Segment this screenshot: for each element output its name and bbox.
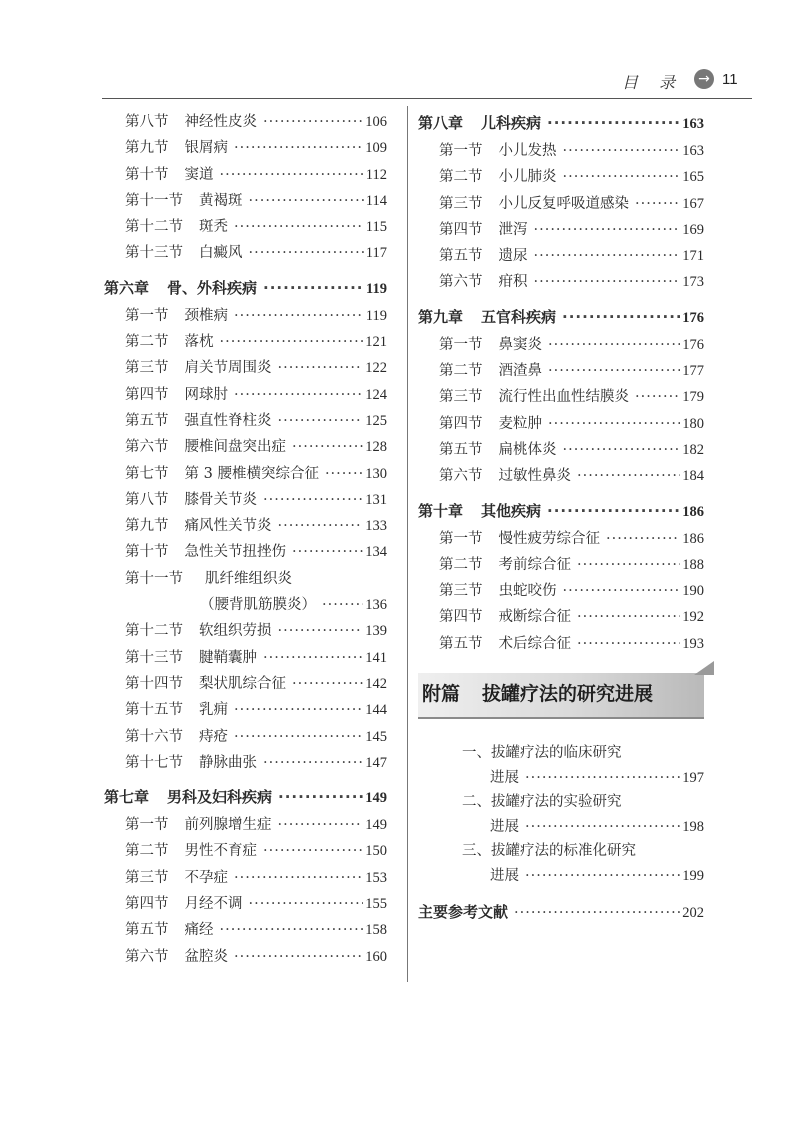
toc-entry xyxy=(418,164,704,190)
section-title: 小儿发热 xyxy=(498,143,557,159)
section-page: 150 xyxy=(365,843,387,860)
toc-entry xyxy=(104,513,387,539)
dot-leader xyxy=(263,274,364,303)
header-page-number: 11 xyxy=(722,71,738,88)
section-page: 158 xyxy=(365,922,387,939)
appendix-item-entry xyxy=(418,766,704,791)
section-number: 第一节 xyxy=(125,307,169,324)
toc-entry xyxy=(104,812,387,838)
section-number: 第十四节 xyxy=(125,675,183,692)
section-page: 176 xyxy=(682,336,704,353)
appendix-item-cont: 进展 xyxy=(490,867,519,884)
dot-leader xyxy=(577,631,680,657)
section-title: 痔疮 xyxy=(199,728,228,745)
section-number: 第二节 xyxy=(125,843,169,860)
chapter-heading xyxy=(418,303,704,332)
section-title: 静脉曲张 xyxy=(199,754,257,771)
chapter-page: 149 xyxy=(365,790,387,807)
toc-entry xyxy=(104,303,387,329)
dot-leader xyxy=(220,162,364,188)
appendix-item-entry xyxy=(418,864,704,889)
dot-leader xyxy=(292,671,363,697)
section-number: 第四节 xyxy=(439,415,483,432)
section-number: 第一节 xyxy=(125,817,169,834)
section-number: 第五节 xyxy=(125,412,169,429)
section-number: 第三节 xyxy=(125,360,169,377)
toc-entry xyxy=(418,384,704,410)
section-page: 167 xyxy=(682,195,704,212)
toc-entry xyxy=(104,329,387,355)
section-title: 窦道 xyxy=(184,166,214,183)
dot-leader xyxy=(278,618,364,644)
section-page: 145 xyxy=(365,728,387,745)
dot-leader xyxy=(263,487,363,513)
toc-entry xyxy=(104,240,387,266)
appendix-item-page: 197 xyxy=(682,769,704,786)
section-number: 第五节 xyxy=(439,635,483,652)
toc-entry xyxy=(418,332,704,358)
section-title: 神经性皮炎 xyxy=(184,114,257,130)
section-title: 黄褐斑 xyxy=(199,192,243,209)
section-number: 第一节 xyxy=(439,143,483,159)
chapter-sections xyxy=(104,618,387,776)
section-page: 182 xyxy=(682,441,704,458)
section-page: 122 xyxy=(365,360,387,377)
section-number: 第十五节 xyxy=(125,702,183,719)
section-number: 第三节 xyxy=(439,583,483,600)
section-page: 141 xyxy=(365,649,387,666)
chapter-title: 儿科疾病 xyxy=(481,114,542,132)
toc-entry xyxy=(104,539,387,565)
toc-entry xyxy=(104,355,387,381)
section-number: 第八节 xyxy=(125,491,169,508)
dot-leader xyxy=(547,109,680,138)
references-title: 主要参考文献 xyxy=(418,903,509,922)
appendix-items xyxy=(418,741,704,888)
toc-entry xyxy=(104,135,387,161)
dot-leader xyxy=(234,214,364,240)
section-page: 149 xyxy=(365,817,387,834)
dot-leader xyxy=(278,513,364,539)
appendix-banner xyxy=(418,673,704,719)
chapter-page: 119 xyxy=(366,280,387,297)
section-number: 第四节 xyxy=(439,221,483,238)
section-page: 171 xyxy=(682,248,704,265)
appendix-title: 拔罐疗法的研究进展 xyxy=(482,683,654,706)
dot-leader xyxy=(278,812,364,838)
section-title: 腰椎间盘突出症 xyxy=(184,439,286,456)
appendix-label: 附篇 xyxy=(422,683,461,706)
toc-entry xyxy=(418,578,704,604)
section-number: 第三节 xyxy=(439,195,483,212)
dot-leader xyxy=(548,411,680,437)
section-title: 网球肘 xyxy=(184,386,228,403)
section-page: 136 xyxy=(365,597,387,614)
section-number: 第二节 xyxy=(439,169,483,186)
section-title: 颈椎病 xyxy=(184,307,228,324)
dot-leader xyxy=(234,944,363,970)
section-page: 186 xyxy=(682,530,704,547)
chapter-heading xyxy=(418,497,704,526)
section-title: 过敏性鼻炎 xyxy=(498,468,571,485)
dot-leader xyxy=(263,645,363,671)
section-title: 腱鞘囊肿 xyxy=(199,649,257,666)
section-number: 第一节 xyxy=(439,336,483,353)
chapter-sections xyxy=(418,138,704,296)
chapter-title: 其他疾病 xyxy=(481,501,542,520)
section-title: 不孕症 xyxy=(184,869,228,886)
chapter-heading xyxy=(104,274,387,303)
section-title: 盆腔炎 xyxy=(184,948,228,965)
section-page: 193 xyxy=(682,635,704,652)
dot-leader xyxy=(234,697,363,723)
section-number: 第六节 xyxy=(125,439,169,456)
chapter-heading xyxy=(104,783,387,812)
section-title: 泄泻 xyxy=(498,221,528,238)
section-page: 119 xyxy=(365,307,387,324)
section-page: 114 xyxy=(365,192,387,209)
section-title: 膝骨关节炎 xyxy=(184,491,257,508)
chapter-title: 骨、外科疾病 xyxy=(167,278,258,297)
section-title: 酒渣鼻 xyxy=(498,363,542,380)
section-number: 第十一节 xyxy=(125,570,183,587)
toc-entry xyxy=(104,618,387,644)
section-number: 第十一节 xyxy=(125,192,183,209)
section-page: 144 xyxy=(365,702,387,719)
section-title: 遗尿 xyxy=(498,248,528,265)
section-number: 第二节 xyxy=(439,556,483,573)
toc-entry-wrapped-cont xyxy=(104,592,387,618)
dot-leader xyxy=(577,604,680,630)
toc-entry xyxy=(104,408,387,434)
dot-leader xyxy=(635,191,680,217)
dot-leader xyxy=(534,269,681,295)
toc-entry xyxy=(418,631,704,657)
dot-leader xyxy=(278,355,364,381)
section-page: 147 xyxy=(365,754,387,771)
section-page: 121 xyxy=(365,334,387,351)
section-title: 落枕 xyxy=(184,334,214,351)
section-page: 155 xyxy=(365,896,387,913)
section-number: 第六节 xyxy=(125,948,169,965)
dot-leader xyxy=(249,891,364,917)
section-number: 第二节 xyxy=(439,363,483,380)
section-title: 慢性疲劳综合征 xyxy=(498,530,600,547)
dot-leader xyxy=(322,592,363,618)
chapter-sections xyxy=(104,812,387,970)
chapter-sections xyxy=(418,332,704,490)
section-number: 第四节 xyxy=(439,609,483,626)
section-page: 133 xyxy=(365,518,387,535)
toc-entry xyxy=(104,724,387,750)
section-title: 肩关节周围炎 xyxy=(184,360,272,377)
section-number: 第九节 xyxy=(125,518,169,535)
section-number: 第五节 xyxy=(439,441,483,458)
dot-leader xyxy=(292,434,363,460)
section-title: 痛风性关节炎 xyxy=(184,518,272,535)
chapter-page: 186 xyxy=(682,503,704,520)
dot-leader xyxy=(292,539,363,565)
dot-leader xyxy=(525,815,680,840)
dot-leader xyxy=(525,766,680,791)
toc-entry xyxy=(104,188,387,214)
section-page: 128 xyxy=(365,439,387,456)
running-header xyxy=(0,66,800,100)
dot-leader xyxy=(548,332,680,358)
toc-entry xyxy=(418,526,704,552)
section-title: 小儿肺炎 xyxy=(498,169,557,186)
section-page: 184 xyxy=(682,468,704,485)
section-page: 117 xyxy=(365,245,387,262)
section-page: 134 xyxy=(365,544,387,561)
section-number: 第十三节 xyxy=(125,245,183,262)
section-number: 第八节 xyxy=(125,114,169,130)
section-page: 173 xyxy=(682,274,704,291)
toc-entry xyxy=(418,552,704,578)
dot-leader xyxy=(548,358,680,384)
dot-leader xyxy=(547,497,680,526)
section-number: 第六节 xyxy=(439,274,483,291)
dot-leader xyxy=(220,329,364,355)
section-page: 142 xyxy=(365,675,387,692)
chapter-number: 第七章 xyxy=(104,788,150,807)
dot-leader xyxy=(325,461,363,487)
section-title: 流行性出血性结膜炎 xyxy=(498,389,629,406)
section-number: 第五节 xyxy=(439,248,483,265)
section-page: 115 xyxy=(365,219,387,236)
chapter-heading xyxy=(418,109,704,138)
section-title: 考前综合征 xyxy=(498,556,571,573)
section-page: 106 xyxy=(365,114,387,130)
chapter-title: 五官科疾病 xyxy=(481,307,557,326)
toc-entry xyxy=(104,891,387,917)
toc-entry xyxy=(104,697,387,723)
section-number: 第十六节 xyxy=(125,728,183,745)
section-number: 第十三节 xyxy=(125,649,183,666)
toc-entry xyxy=(418,437,704,463)
left-column xyxy=(104,109,387,970)
section-page: 177 xyxy=(682,363,704,380)
section-title: 银屑病 xyxy=(184,140,228,157)
chapter-title: 男科及妇科疾病 xyxy=(167,788,273,807)
appendix-item-cont: 进展 xyxy=(490,818,519,835)
section-number: 第四节 xyxy=(125,386,169,403)
toc-entry xyxy=(104,382,387,408)
section-page: 109 xyxy=(365,140,387,157)
dot-leader xyxy=(514,900,680,926)
appendix-item-title: 一、拔罐疗法的临床研究 xyxy=(462,745,622,762)
section-number: 第四节 xyxy=(125,896,169,913)
dot-leader xyxy=(234,135,363,161)
toc-entry xyxy=(418,217,704,243)
header-title: 目 录 xyxy=(622,73,684,92)
arrow-right-icon: → xyxy=(694,69,714,89)
section-number: 第六节 xyxy=(439,468,483,485)
dot-leader xyxy=(562,303,680,332)
dot-leader xyxy=(249,240,364,266)
toc-entry xyxy=(104,750,387,776)
section-number: 第十节 xyxy=(125,544,169,561)
toc-entry xyxy=(418,138,704,164)
dot-leader xyxy=(563,164,681,190)
section-title: 前列腺增生症 xyxy=(184,817,272,834)
dot-leader xyxy=(234,724,363,750)
toc-entry xyxy=(104,671,387,697)
appendix-item-page: 199 xyxy=(682,867,704,884)
references-entry xyxy=(418,899,704,925)
dot-leader xyxy=(263,109,363,135)
section-title: 斑秃 xyxy=(199,219,228,236)
dot-leader xyxy=(635,384,680,410)
appendix-item-cont: 进展 xyxy=(490,769,519,786)
section-number: 第十七节 xyxy=(125,754,183,771)
toc-entry xyxy=(104,162,387,188)
section-number: 第三节 xyxy=(439,389,483,406)
dot-leader xyxy=(534,243,681,269)
section-number: 第一节 xyxy=(439,530,483,547)
appendix-item-page: 198 xyxy=(682,818,704,835)
section-page: 153 xyxy=(365,869,387,886)
section-title: 麦粒肿 xyxy=(498,415,542,432)
section-page: 139 xyxy=(365,623,387,640)
section-title: 小儿反复呼吸道感染 xyxy=(498,195,629,212)
dot-leader xyxy=(249,188,364,214)
section-number: 第十节 xyxy=(125,166,169,183)
toc-entry xyxy=(418,463,704,489)
toc-entry xyxy=(104,944,387,970)
toc-entry xyxy=(104,487,387,513)
section-page: 190 xyxy=(682,583,704,600)
section-title: 鼻窦炎 xyxy=(498,336,542,353)
section-title: 第 3 腰椎横突综合征 xyxy=(184,465,319,482)
toc-entry xyxy=(104,865,387,891)
section-page: 180 xyxy=(682,415,704,432)
dot-leader xyxy=(263,838,363,864)
section-title: 戒断综合征 xyxy=(498,609,571,626)
toc-entry xyxy=(104,214,387,240)
section-page: 192 xyxy=(682,609,704,626)
references-page: 202 xyxy=(682,905,704,922)
section-title: 疳积 xyxy=(498,274,528,291)
appendix-item-entry xyxy=(418,815,704,840)
column-divider xyxy=(407,106,408,982)
section-title: 术后综合征 xyxy=(498,635,571,652)
section-page: 179 xyxy=(682,389,704,406)
section-number: 第十二节 xyxy=(125,623,183,640)
section-page: 160 xyxy=(365,948,387,965)
dot-leader xyxy=(563,437,681,463)
dot-leader xyxy=(525,864,680,889)
section-page: 169 xyxy=(682,221,704,238)
dot-leader xyxy=(234,303,364,329)
section-page: 188 xyxy=(682,556,704,573)
dot-leader xyxy=(534,217,681,243)
section-page: 163 xyxy=(682,143,704,159)
toc-entry xyxy=(104,434,387,460)
chapter-number: 第十章 xyxy=(418,501,464,520)
dot-leader xyxy=(278,783,363,812)
dot-leader xyxy=(563,138,681,164)
section-title: 男性不育症 xyxy=(184,843,257,860)
toc-entry xyxy=(104,461,387,487)
chapter-sections xyxy=(104,303,387,566)
section-title: 急性关节扭挫伤 xyxy=(184,544,286,561)
banner-corner-decoration xyxy=(694,661,714,675)
dot-leader xyxy=(606,526,680,552)
section-title: 痛经 xyxy=(184,922,214,939)
section-number: 第五节 xyxy=(125,922,169,939)
section-title-cont: （腰背肌筋膜炎） xyxy=(200,597,316,614)
toc-entry xyxy=(418,191,704,217)
dot-leader xyxy=(577,463,680,489)
dot-leader xyxy=(577,552,680,578)
chapter-page: 163 xyxy=(682,116,704,132)
section-page: 125 xyxy=(365,412,387,429)
right-column xyxy=(418,109,704,925)
section-number: 第九节 xyxy=(125,140,169,157)
toc-entry xyxy=(104,645,387,671)
dot-leader xyxy=(234,865,363,891)
section-page: 130 xyxy=(365,465,387,482)
toc-entry xyxy=(104,838,387,864)
section-title: 月经不调 xyxy=(184,896,243,913)
toc-entry xyxy=(104,109,387,135)
toc-entry xyxy=(104,917,387,943)
chapter-page: 176 xyxy=(682,309,704,326)
dot-leader xyxy=(263,750,363,776)
appendix-item-title: 三、拔罐疗法的标准化研究 xyxy=(462,843,636,860)
toc-entry xyxy=(418,604,704,630)
section-title: 强直性脊柱炎 xyxy=(184,412,272,429)
dot-leader xyxy=(220,917,364,943)
section-number: 第十二节 xyxy=(125,219,183,236)
dot-leader xyxy=(278,408,364,434)
chapter-sections xyxy=(418,526,704,657)
toc-entry xyxy=(418,358,704,384)
header-rule xyxy=(102,98,752,99)
chapter-number: 第九章 xyxy=(418,307,464,326)
toc-entry xyxy=(418,243,704,269)
toc-entry xyxy=(418,269,704,295)
section-page: 124 xyxy=(365,386,387,403)
section-number: 第七节 xyxy=(125,465,169,482)
section-title: 扁桃体炎 xyxy=(498,441,557,458)
section-page: 131 xyxy=(365,491,387,508)
section-number: 第二节 xyxy=(125,334,169,351)
dot-leader xyxy=(234,382,363,408)
section-title: 梨状肌综合征 xyxy=(199,675,286,692)
appendix-item-title: 二、拔罐疗法的实验研究 xyxy=(462,794,622,811)
section-title: 虫蛇咬伤 xyxy=(498,583,557,600)
chapter-number: 第八章 xyxy=(418,114,464,132)
chapter-number: 第六章 xyxy=(104,278,150,297)
section-page: 165 xyxy=(682,169,704,186)
section-number: 第三节 xyxy=(125,869,169,886)
section-title: 肌纤维组织炎 xyxy=(205,570,292,587)
dot-leader xyxy=(563,578,681,604)
toc-entry xyxy=(418,411,704,437)
section-title: 软组织劳损 xyxy=(199,623,272,640)
toc-entry-wrapped xyxy=(104,566,387,592)
section-title: 白癜风 xyxy=(199,245,243,262)
section-page: 112 xyxy=(365,166,387,183)
left-top-sections xyxy=(104,109,387,267)
section-title: 乳痈 xyxy=(199,702,228,719)
